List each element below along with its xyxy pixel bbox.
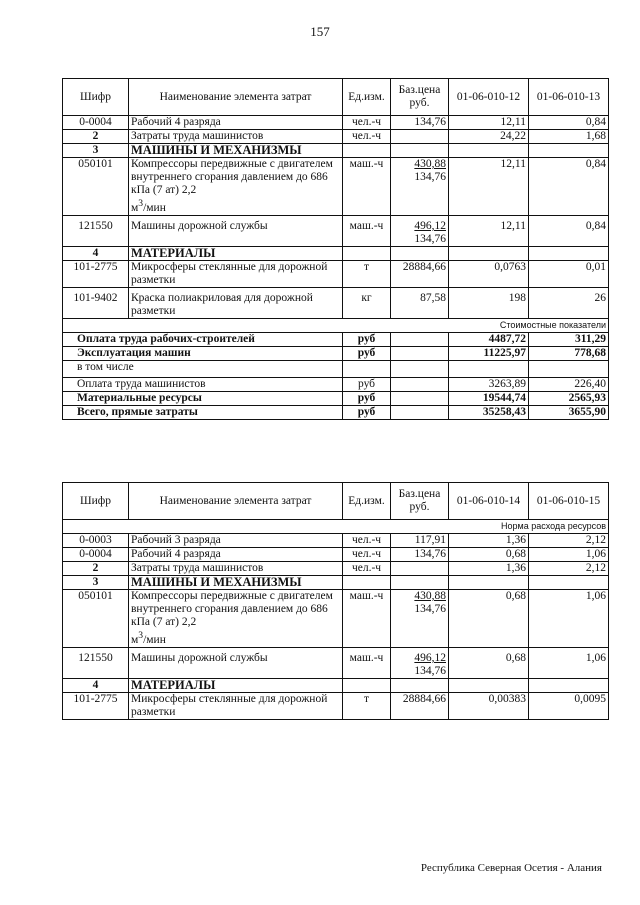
row-name: Краска полиакриловая для дорожной разметки — [129, 287, 343, 318]
row-value: 24,22 — [449, 130, 529, 144]
row-value: 0,68 — [449, 590, 529, 648]
row-code: 0-0004 — [63, 116, 129, 130]
totals-name: Эксплуатация машин — [63, 346, 343, 360]
totals-unit: руб — [343, 405, 391, 419]
table-row — [63, 590, 609, 648]
row-value: 1,06 — [529, 647, 609, 678]
cost-indicators-header-row — [63, 318, 609, 332]
section-row-machines — [63, 144, 609, 158]
totals-value: 35258,43 — [449, 405, 529, 419]
norm-header-row — [63, 520, 609, 534]
table-row — [63, 692, 609, 719]
row-code: 050101 — [63, 158, 129, 216]
totals-row — [63, 377, 609, 391]
header-code: Шифр — [63, 483, 129, 520]
row-price — [391, 562, 449, 576]
totals-row — [63, 391, 609, 405]
section-number: 4 — [63, 246, 129, 260]
totals-name: Всего, прямые затраты — [63, 405, 343, 419]
table-row — [63, 215, 609, 246]
totals-row — [63, 346, 609, 360]
row-code: 121550 — [63, 215, 129, 246]
header-unit: Ед.изм. — [343, 79, 391, 116]
table-row — [63, 130, 609, 144]
row-price: 134,76 — [391, 548, 449, 562]
row-value: 0,00383 — [449, 692, 529, 719]
row-value: 12,11 — [449, 215, 529, 246]
row-value: 12,11 — [449, 116, 529, 130]
header-price: Баз.цена руб. — [391, 483, 449, 520]
header-price: Баз.цена руб. — [391, 79, 449, 116]
row-price: 496,12 134,76 — [391, 647, 449, 678]
header-col5: 01-06-010-14 — [449, 483, 529, 520]
row-price: 430,88 134,76 — [391, 590, 449, 648]
section-row-machines — [63, 576, 609, 590]
row-code: 0-0003 — [63, 534, 129, 548]
row-price: 28884,66 — [391, 692, 449, 719]
row-value: 26 — [529, 287, 609, 318]
totals-unit: руб — [343, 332, 391, 346]
totals-row — [63, 360, 609, 377]
row-name: Компрессоры передвижные с двигателем внутреннего сгорания давлением до 686 кПа (7 ат) 2,2 $м^3$/мин — [129, 590, 343, 648]
header-col6: 01-06-010-15 — [529, 483, 609, 520]
norm-header: Норма расхода ресурсов — [63, 520, 609, 534]
section-number: 3 — [63, 576, 129, 590]
header-name: Наименование элемента затрат — [129, 79, 343, 116]
row-value: 1,68 — [529, 130, 609, 144]
row-name: Компрессоры передвижные с двигателем внутреннего сгорания давлением до 686 кПа (7 ат) 2,2 $м^3$/мин — [129, 158, 343, 216]
row-value: 0,84 — [529, 158, 609, 216]
row-code: 101-2775 — [63, 260, 129, 287]
table-header-row — [63, 79, 609, 116]
row-code: 2 — [63, 130, 129, 144]
row-value: 12,11 — [449, 158, 529, 216]
row-price — [391, 130, 449, 144]
row-value: 0,68 — [449, 647, 529, 678]
header-unit: Ед.изм. — [343, 483, 391, 520]
row-code: 050101 — [63, 590, 129, 648]
totals-value: 778,68 — [529, 346, 609, 360]
row-price: 430,88 134,76 — [391, 158, 449, 216]
table-row — [63, 158, 609, 216]
totals-row — [63, 332, 609, 346]
totals-value: 311,29 — [529, 332, 609, 346]
header-col5: 01-06-010-12 — [449, 79, 529, 116]
row-value: 198 — [449, 287, 529, 318]
totals-name: Оплата труда машинистов — [63, 377, 343, 391]
row-unit: маш.-ч — [343, 215, 391, 246]
row-unit: т — [343, 260, 391, 287]
row-value: 0,0095 — [529, 692, 609, 719]
row-code: 101-9402 — [63, 287, 129, 318]
row-unit: чел.-ч — [343, 534, 391, 548]
totals-unit: руб — [343, 377, 391, 391]
totals-value: 2565,93 — [529, 391, 609, 405]
row-name: Микросферы стеклянные для дорожной разметки — [129, 260, 343, 287]
section-row-materials — [63, 678, 609, 692]
totals-unit: руб — [343, 391, 391, 405]
row-value: 1,36 — [449, 562, 529, 576]
row-unit: чел.-ч — [343, 116, 391, 130]
section-row-materials — [63, 246, 609, 260]
row-value: 0,0763 — [449, 260, 529, 287]
row-name: Микросферы стеклянные для дорожной разметки — [129, 692, 343, 719]
row-unit: чел.-ч — [343, 548, 391, 562]
row-unit: т — [343, 692, 391, 719]
header-code: Шифр — [63, 79, 129, 116]
cost-indicators-header: Стоимостные показатели — [63, 318, 609, 332]
row-code: 2 — [63, 562, 129, 576]
header-name: Наименование элемента затрат — [129, 483, 343, 520]
totals-value: 11225,97 — [449, 346, 529, 360]
row-value: 1,36 — [449, 534, 529, 548]
header-col6: 01-06-010-13 — [529, 79, 609, 116]
row-value: 0,68 — [449, 548, 529, 562]
table-row — [63, 287, 609, 318]
section-title: МАТЕРИАЛЫ — [129, 678, 343, 692]
row-value: 0,84 — [529, 116, 609, 130]
row-price: 496,12 134,76 — [391, 215, 449, 246]
totals-row — [63, 405, 609, 419]
table-row — [63, 548, 609, 562]
page-footer: Республика Северная Осетия - Алания — [420, 862, 602, 874]
row-name: Затраты труда машинистов — [129, 130, 343, 144]
row-name: Рабочий 3 разряда — [129, 534, 343, 548]
table-row — [63, 534, 609, 548]
row-price: 28884,66 — [391, 260, 449, 287]
table-row — [63, 562, 609, 576]
table-header-row — [63, 483, 609, 520]
row-price: 87,58 — [391, 287, 449, 318]
row-unit: кг — [343, 287, 391, 318]
row-price: 117,91 — [391, 534, 449, 548]
row-unit: чел.-ч — [343, 562, 391, 576]
section-number: 4 — [63, 678, 129, 692]
totals-name: Оплата труда рабочих-строителей — [63, 332, 343, 346]
totals-value: 3655,90 — [529, 405, 609, 419]
totals-unit: руб — [343, 346, 391, 360]
page-number: 157 — [310, 24, 330, 39]
cost-table-2 — [62, 482, 609, 720]
totals-value: 226,40 — [529, 377, 609, 391]
section-title: МАШИНЫ И МЕХАНИЗМЫ — [129, 576, 343, 590]
row-value: 1,06 — [529, 590, 609, 648]
table-row — [63, 260, 609, 287]
totals-name: Материальные ресурсы — [63, 391, 343, 405]
row-name: Машины дорожной службы — [129, 647, 343, 678]
row-value: 1,06 — [529, 548, 609, 562]
row-unit: маш.-ч — [343, 590, 391, 648]
section-number: 3 — [63, 144, 129, 158]
section-title: МАТЕРИАЛЫ — [129, 246, 343, 260]
totals-value: 19544,74 — [449, 391, 529, 405]
row-name: Затраты труда машинистов — [129, 562, 343, 576]
row-unit: чел.-ч — [343, 130, 391, 144]
cost-table-1 — [62, 78, 609, 420]
totals-value: 3263,89 — [449, 377, 529, 391]
row-value: 0,84 — [529, 215, 609, 246]
row-unit: маш.-ч — [343, 158, 391, 216]
row-value: 2,12 — [529, 562, 609, 576]
row-value: 2,12 — [529, 534, 609, 548]
section-title: МАШИНЫ И МЕХАНИЗМЫ — [129, 144, 343, 158]
row-price: 134,76 — [391, 116, 449, 130]
table-row — [63, 647, 609, 678]
row-name: Рабочий 4 разряда — [129, 116, 343, 130]
totals-value: 4487,72 — [449, 332, 529, 346]
row-name: Рабочий 4 разряда — [129, 548, 343, 562]
row-code: 101-2775 — [63, 692, 129, 719]
row-value: 0,01 — [529, 260, 609, 287]
row-code: 0-0004 — [63, 548, 129, 562]
totals-name: в том числе — [63, 360, 343, 377]
table-row — [63, 116, 609, 130]
row-code: 121550 — [63, 647, 129, 678]
row-name: Машины дорожной службы — [129, 215, 343, 246]
row-unit: маш.-ч — [343, 647, 391, 678]
